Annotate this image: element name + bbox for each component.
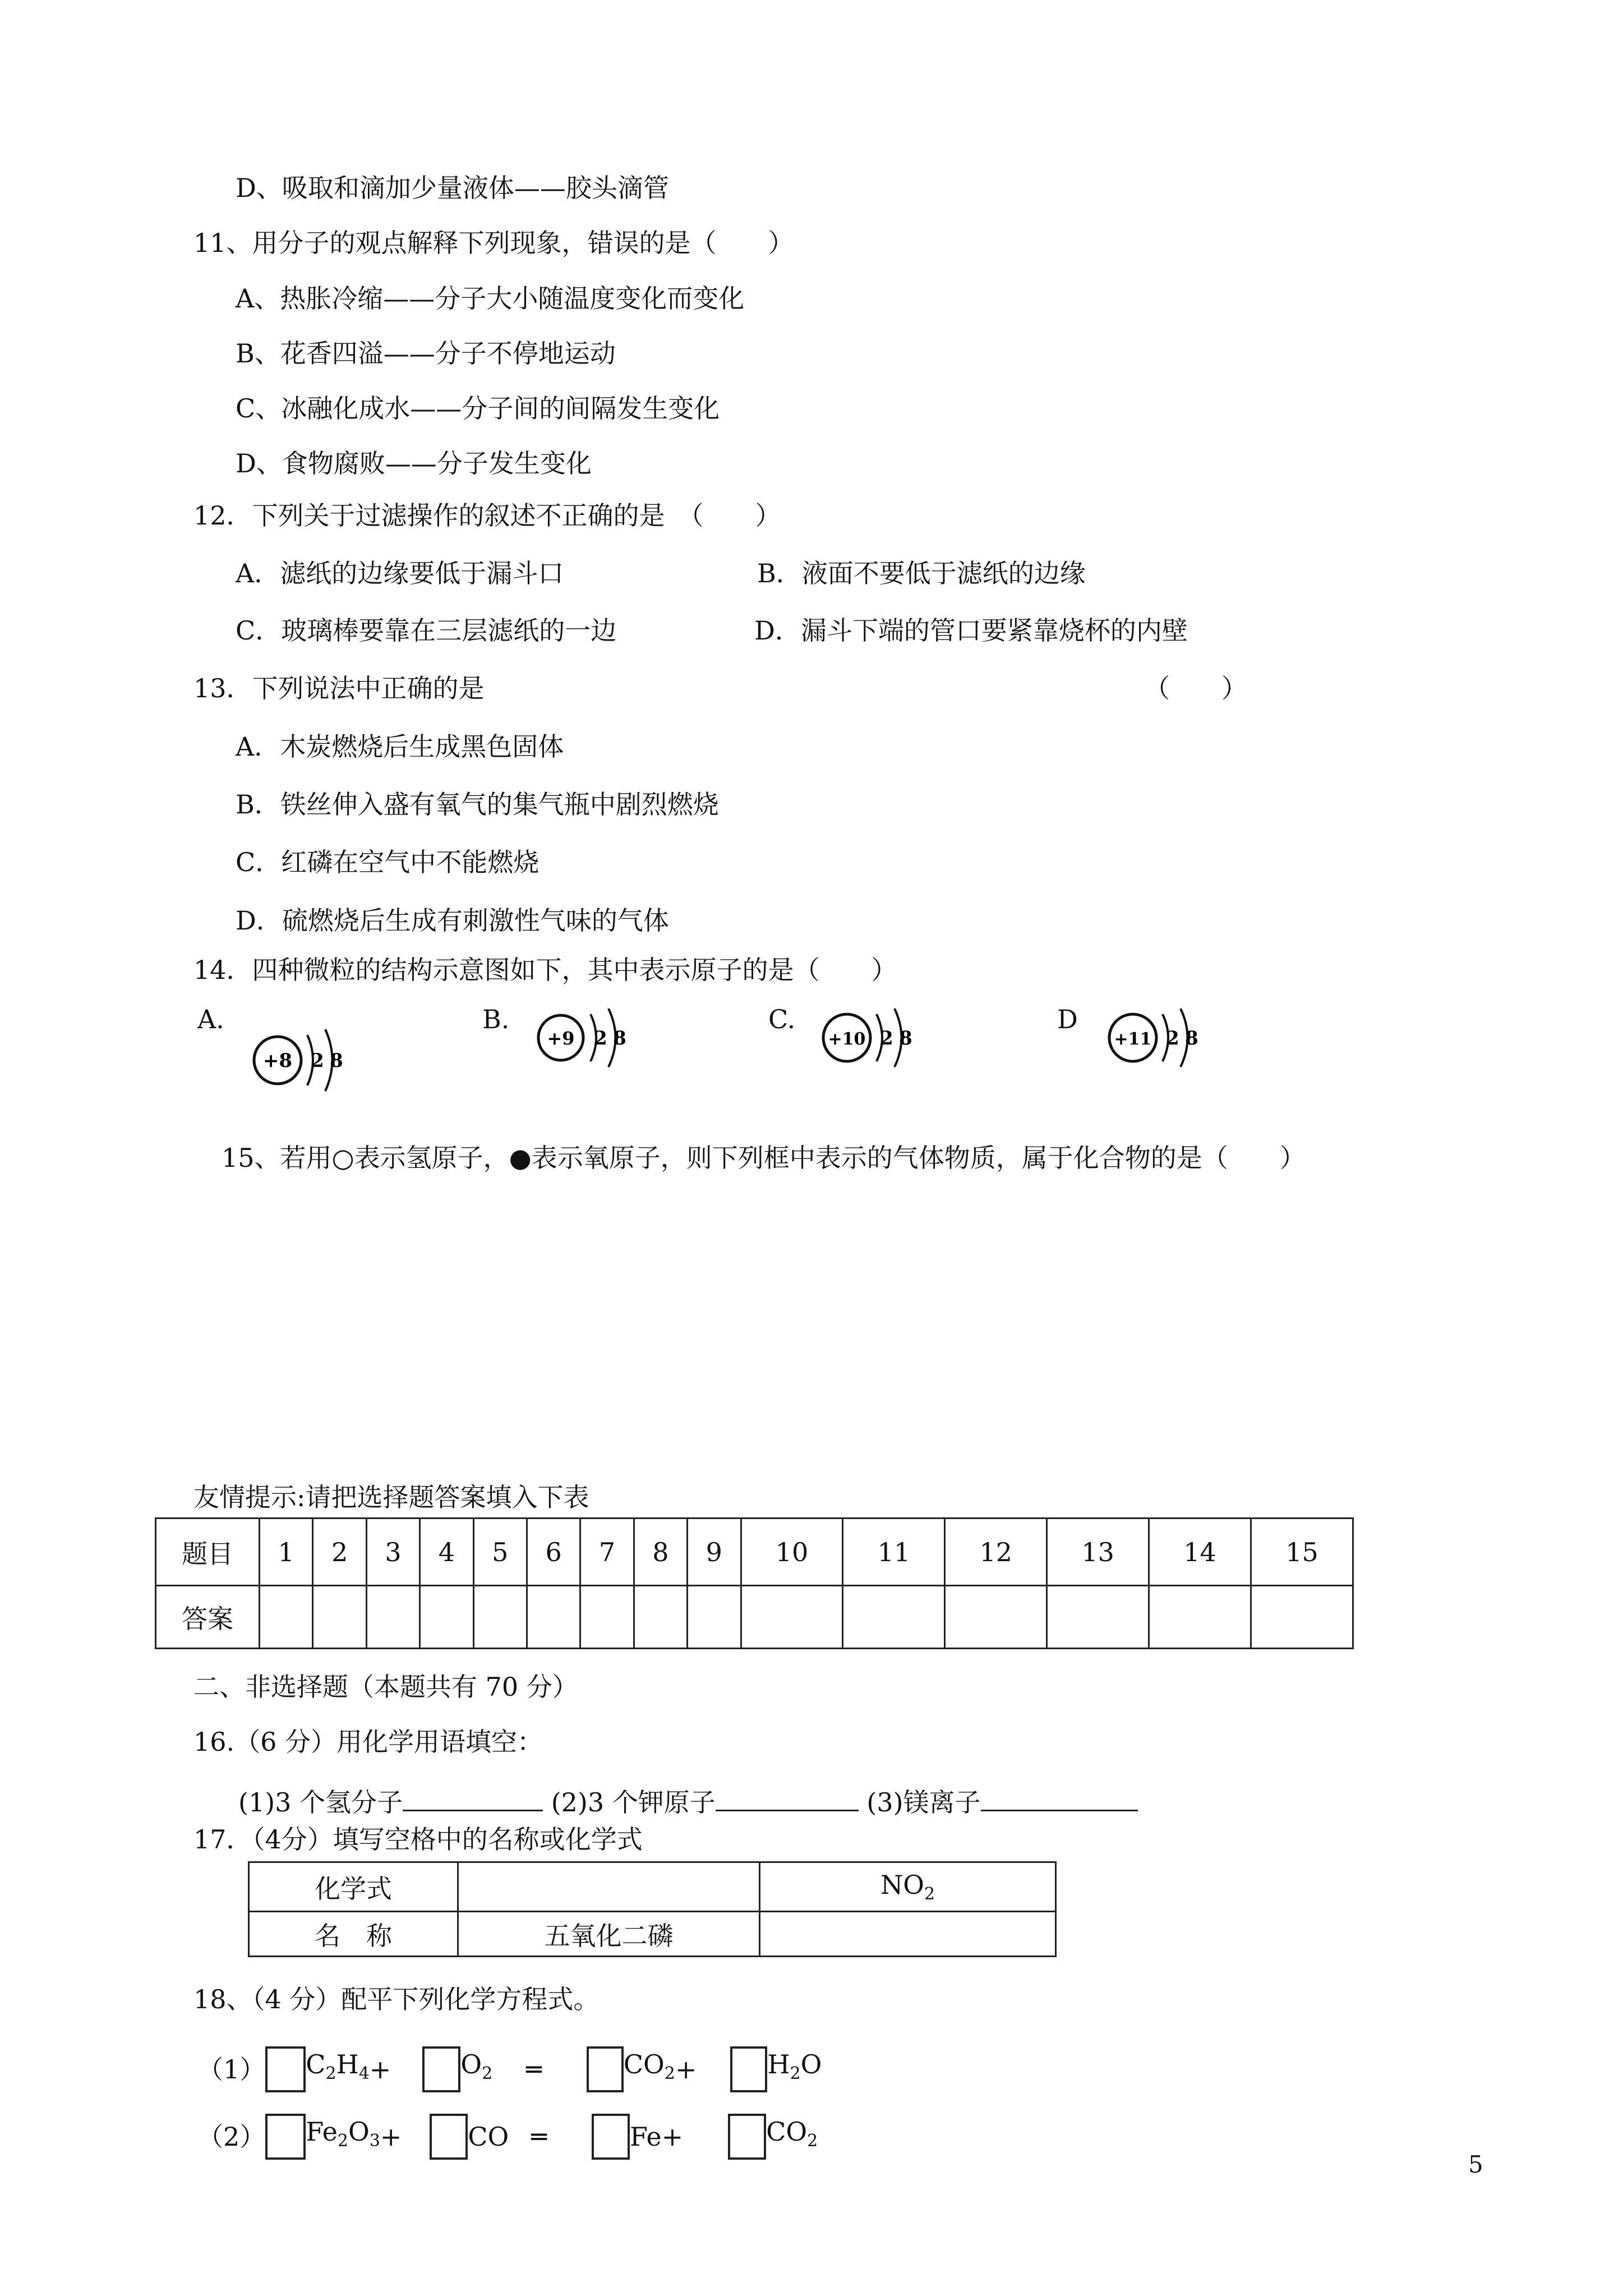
coefficient-box[interactable] — [265, 2114, 306, 2160]
atom-c-diagram — [816, 993, 928, 1083]
coefficient-box[interactable] — [730, 2046, 767, 2092]
answer-cell[interactable] — [843, 1586, 945, 1649]
eq2-co2: $CO_2$ — [766, 2116, 818, 2151]
question-number: 2 — [313, 1519, 366, 1586]
q16-blank-1[interactable] — [403, 1784, 543, 1811]
plus-sign: + — [661, 2121, 684, 2152]
answer-cell[interactable] — [1251, 1586, 1353, 1649]
page-number: 5 — [1468, 2151, 1483, 2178]
q17-name-p2o5: 五氧化二磷 — [458, 1912, 760, 1957]
answer-cell[interactable] — [366, 1586, 419, 1649]
answer-cell[interactable] — [473, 1586, 527, 1649]
q12-option-c: C．玻璃棒要靠在三层滤纸的一边 — [236, 615, 617, 646]
q17-name-row — [249, 1912, 1056, 1957]
answer-cell[interactable] — [580, 1586, 634, 1649]
question-number: 3 — [366, 1519, 419, 1586]
q13-option-a: A．木炭燃烧后生成黑色固体 — [236, 731, 564, 762]
answer-cell[interactable] — [420, 1586, 473, 1649]
atom-b-letter: B. — [482, 1004, 510, 1034]
answer-cell[interactable] — [634, 1586, 687, 1649]
answer-cell[interactable] — [527, 1586, 580, 1649]
q13-option-b: B．铁丝伸入盛有氧气的集气瓶中剧烈燃烧 — [236, 789, 719, 820]
equals-sign: ═ — [531, 2121, 547, 2152]
q13-option-c: C．红磷在空气中不能燃烧 — [236, 847, 540, 877]
answer-cell[interactable] — [1047, 1586, 1149, 1649]
q16-part-3: (3)镁离子 — [866, 1787, 981, 1818]
q17-formula-label: 化学式 — [249, 1862, 458, 1912]
question-number: 14 — [1149, 1519, 1251, 1586]
question-number: 12 — [945, 1519, 1047, 1586]
atom-d-diagram — [1102, 993, 1214, 1083]
q16-part-2: (2)3 个钾原子 — [551, 1787, 716, 1818]
q16-part-1: (1)3 个氢分子 — [238, 1787, 403, 1818]
q13-option-d: D．硫燃烧后生成有刺激性气味的气体 — [236, 905, 669, 936]
coefficient-box[interactable] — [587, 2046, 624, 2092]
answer-cell[interactable] — [945, 1586, 1047, 1649]
q17-formula-row — [249, 1862, 1056, 1912]
shell-2-count: 8 — [1185, 1027, 1198, 1050]
eq2-co: CO — [468, 2121, 509, 2152]
q15-stem: 15、若用○表示氢原子，●表示氧原子，则下列框中表示的气体物质，属于化合物的是（ ） — [222, 1143, 1306, 1173]
nucleus-charge: +8 — [262, 1050, 293, 1072]
question-number: 1 — [260, 1519, 313, 1586]
row-header-answer: 答案 — [156, 1586, 260, 1649]
atom-a-diagram — [247, 1004, 359, 1105]
q13-stem: 13．下列说法中正确的是 — [193, 673, 485, 703]
atom-a-letter: A. — [197, 1004, 224, 1034]
eq2-fe: Fe — [629, 2121, 662, 2152]
question-number: 4 — [420, 1519, 473, 1586]
q12-stem: 12．下列关于过滤操作的叙述不正确的是 （ ） — [193, 500, 781, 531]
q12-option-b: B．液面不要低于滤纸的边缘 — [757, 558, 1086, 588]
coefficient-box[interactable] — [422, 2046, 460, 2092]
q17-name-label: 名 称 — [249, 1912, 458, 1957]
answer-cell[interactable] — [688, 1586, 741, 1649]
q17-stem: 17．（4分）填写空格中的名称或化学式 — [193, 1824, 643, 1855]
shell-1-count: 2 — [311, 1050, 324, 1072]
atom-c-letter: C. — [768, 1004, 796, 1034]
q16-parts — [238, 1784, 1138, 1819]
section2-title: 二、非选择题（本题共有 70 分） — [193, 1672, 578, 1702]
q17-name-blank[interactable] — [760, 1912, 1056, 1957]
q10-option-d: D、吸取和滴加少量液体——胶头滴管 — [236, 173, 669, 203]
q12-option-d: D．漏斗下端的管口要紧靠烧杯的内壁 — [754, 615, 1188, 646]
shell-2-count: 8 — [330, 1050, 343, 1072]
coefficient-box[interactable] — [265, 2046, 306, 2092]
answer-cell[interactable] — [313, 1586, 366, 1649]
q13-paren: （ ） — [1144, 673, 1247, 703]
eq1-c2h4: $C_2H_4$ — [306, 2049, 370, 2084]
shell-1-count: 2 — [880, 1027, 893, 1050]
question-number: 13 — [1047, 1519, 1149, 1586]
shell-1-count: 2 — [1166, 1027, 1179, 1050]
answer-cell[interactable] — [260, 1586, 313, 1649]
q17-formula-blank[interactable] — [458, 1862, 760, 1912]
question-number: 6 — [527, 1519, 580, 1586]
eq1-o2: $O_2$ — [460, 2049, 493, 2084]
q11-option-c: C、冰融化成水——分子间的间隔发生变化 — [236, 393, 720, 424]
atom-d-letter: D — [1057, 1004, 1078, 1034]
nucleus-charge: +11 — [1114, 1029, 1152, 1049]
q14-stem: 14．四种微粒的结构示意图如下，其中表示原子的是（ ） — [193, 955, 897, 985]
plus-sign: + — [675, 2054, 697, 2085]
question-number: 10 — [741, 1519, 843, 1586]
plus-sign: + — [369, 2054, 391, 2085]
row-header-question: 题目 — [156, 1519, 260, 1586]
question-number: 15 — [1251, 1519, 1353, 1586]
q11-stem: 11、用分子的观点解释下列现象，错误的是（ ） — [193, 228, 794, 258]
answer-table-number-row — [156, 1519, 1353, 1586]
nucleus-charge: +10 — [828, 1029, 866, 1049]
question-number: 9 — [688, 1519, 741, 1586]
eq1-label: （1） — [197, 2054, 266, 2085]
nucleus-charge: +9 — [547, 1028, 575, 1049]
eq1-h2o: $H_2O$ — [767, 2049, 822, 2084]
eq2-label: （2） — [197, 2121, 266, 2152]
shell-2-count: 8 — [613, 1027, 626, 1050]
question-number: 11 — [843, 1519, 945, 1586]
shell-2-count: 8 — [899, 1027, 912, 1050]
coefficient-box[interactable] — [728, 2114, 766, 2160]
answer-table — [155, 1517, 1354, 1649]
shell-1-count: 2 — [594, 1027, 607, 1050]
q16-stem: 16.（6 分）用化学用语填空： — [193, 1727, 543, 1757]
q11-option-d: D、食物腐败——分子发生变化 — [236, 448, 592, 478]
question-number: 7 — [580, 1519, 634, 1586]
eq2-fe2o3: $Fe_2O_3$ — [306, 2116, 380, 2151]
coefficient-box[interactable] — [430, 2114, 468, 2160]
q17-table — [248, 1861, 1057, 1957]
coefficient-box[interactable] — [592, 2114, 630, 2160]
eq1-co2: $CO_2$ — [623, 2049, 675, 2084]
q16-blank-3[interactable] — [981, 1784, 1138, 1811]
q18-equation-2 — [197, 2109, 818, 2164]
answer-cell[interactable] — [741, 1586, 843, 1649]
answer-table-hint: 友情提示:请把选择题答案填入下表 — [193, 1482, 589, 1512]
equals-sign: ═ — [526, 2054, 542, 2085]
q18-stem: 18、（4 分）配平下列化学方程式。 — [193, 1984, 600, 2014]
answer-table-answer-row — [156, 1586, 1353, 1649]
question-number: 8 — [634, 1519, 687, 1586]
answer-cell[interactable] — [1149, 1586, 1251, 1649]
atom-b-diagram — [530, 993, 642, 1083]
q11-option-a: A、热胀冷缩——分子大小随温度变化而变化 — [236, 283, 745, 314]
q17-formula-no2: $NO_2$ — [760, 1862, 1056, 1912]
question-number: 5 — [473, 1519, 527, 1586]
q16-blank-2[interactable] — [716, 1784, 859, 1811]
q18-equation-1 — [197, 2042, 822, 2096]
q11-option-b: B、花香四溢——分子不停地运动 — [236, 338, 616, 369]
plus-sign: + — [380, 2121, 402, 2152]
q12-option-a: A．滤纸的边缘要低于漏斗口 — [236, 558, 564, 588]
